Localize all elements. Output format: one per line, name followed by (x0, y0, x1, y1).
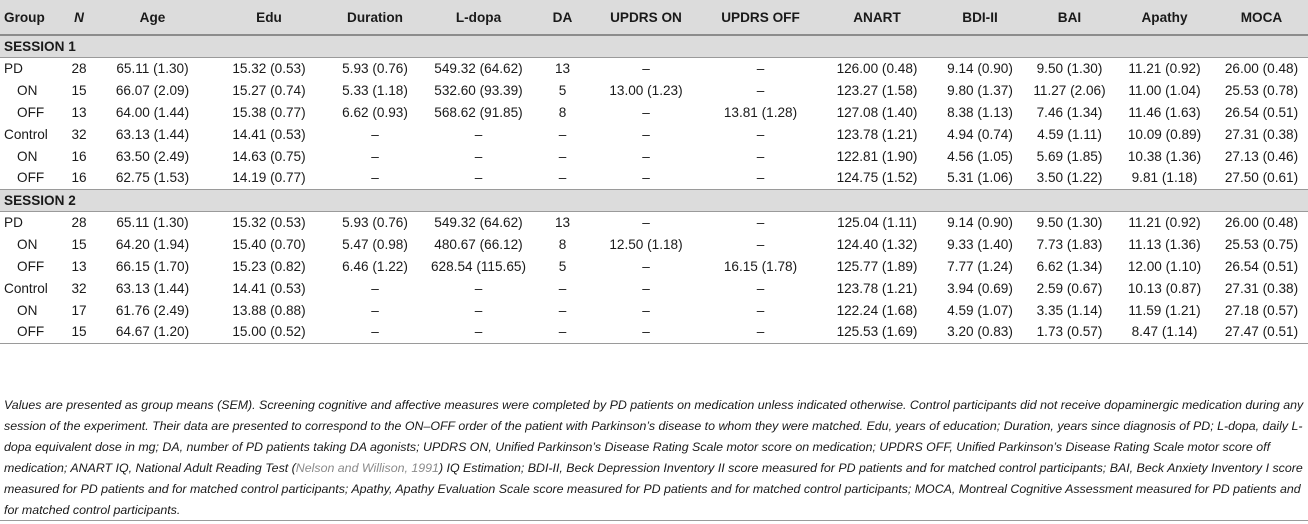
cell-updrs-off: – (702, 321, 819, 343)
cell-bai: 9.50 (1.30) (1036, 214, 1103, 230)
cell-anart: 123.78 (1.21) (836, 126, 918, 142)
cell-anart: 126.00 (0.48) (836, 60, 918, 76)
cell-moca: 27.13 (0.46) (1224, 148, 1299, 164)
cell-duration: – (371, 126, 379, 142)
cell-da: 13 (554, 214, 571, 230)
cell-age: 61.76 (2.49) (115, 302, 190, 318)
cell-ldopa: – (474, 126, 483, 142)
cell-anart: 123.27 (1.58) (836, 82, 918, 98)
cell-age: 62.75 (1.53) (115, 170, 190, 186)
cell-n: 28 (71, 214, 87, 230)
col-header-moca: MOCA (1215, 0, 1308, 35)
cell-ldopa: 549.32 (64.62) (434, 60, 523, 76)
cell-bdi: 4.94 (0.74) (947, 126, 1013, 142)
col-header-bdi: BDI-II (935, 0, 1025, 35)
cell-apathy: 9.81 (1.18) (1131, 170, 1198, 186)
cell-ldopa: – (422, 321, 535, 343)
table-body (0, 35, 1308, 343)
cell-group: ON (17, 148, 38, 164)
cell-n: 13 (71, 258, 87, 274)
cell-updrs-on: – (642, 302, 650, 318)
cell-group: PD (4, 60, 23, 76)
cell-group: ON (17, 236, 38, 252)
cell-updrs-on: – (642, 104, 650, 120)
citation-link[interactable]: Nelson and Willison, 1991 (295, 461, 439, 475)
cell-bdi: 4.59 (1.07) (947, 302, 1013, 318)
cell-updrs-off: – (756, 236, 765, 252)
cell-n: 16 (71, 170, 87, 186)
cell-bai: 3.35 (1.14) (1036, 302, 1103, 318)
cell-ldopa: – (474, 170, 483, 186)
session-label: SESSION 1 (0, 35, 1308, 57)
cell-n: 17 (71, 302, 87, 318)
cell-edu: 14.19 (0.77) (232, 170, 306, 186)
cell-edu: 14.63 (0.75) (232, 148, 306, 164)
cell-edu: 15.00 (0.52) (210, 321, 328, 343)
cell-updrs-on: – (642, 280, 650, 296)
cell-anart: 124.40 (1.32) (836, 236, 918, 252)
cell-da: 8 (558, 104, 567, 120)
cell-da: 13 (554, 60, 571, 76)
cell-updrs-on: 12.50 (1.18) (609, 236, 683, 252)
cell-n: 13 (71, 104, 87, 120)
cell-da: 5 (558, 258, 567, 274)
session-header-row (0, 189, 1308, 211)
cell-anart: 125.04 (1.11) (837, 214, 917, 230)
table-row (0, 57, 1308, 79)
cell-apathy: 11.00 (1.04) (1128, 82, 1201, 98)
cell-ldopa: – (474, 280, 483, 296)
cell-age: 64.20 (1.94) (115, 236, 190, 252)
cell-age: 64.00 (1.44) (115, 104, 190, 120)
cell-group: ON (17, 302, 38, 318)
cell-updrs-on: – (642, 170, 650, 186)
cell-bai: 2.59 (0.67) (1036, 280, 1103, 296)
cell-apathy: 11.21 (0.92) (1128, 214, 1201, 230)
cell-da: – (558, 148, 567, 164)
cell-bdi: 4.56 (1.05) (947, 148, 1013, 164)
cell-ldopa: 480.67 (66.12) (434, 236, 523, 252)
table-row (0, 145, 1308, 167)
table-row (0, 299, 1308, 321)
cell-da: 5 (558, 82, 567, 98)
cell-edu: 15.38 (0.77) (232, 104, 306, 120)
cell-da: 8 (558, 236, 567, 252)
cell-bdi: 5.31 (1.06) (947, 170, 1013, 186)
cell-ldopa: 628.54 (115.65) (431, 258, 526, 274)
table-footnote (4, 395, 1304, 521)
cell-updrs-off: 16.15 (1.78) (723, 258, 798, 274)
cell-n: 32 (71, 126, 87, 142)
cell-edu: 15.32 (0.53) (232, 60, 306, 76)
cell-n: 28 (71, 60, 87, 76)
col-header-age: Age (95, 0, 210, 35)
cell-duration: 6.46 (1.22) (342, 258, 408, 274)
cell-da: – (558, 302, 567, 318)
cell-da: – (535, 321, 590, 343)
cell-anart: 122.81 (1.90) (836, 148, 918, 164)
cell-updrs-off: – (756, 148, 765, 164)
cell-edu: 15.32 (0.53) (232, 214, 306, 230)
table-row (0, 79, 1308, 101)
session-header-row (0, 35, 1308, 57)
cell-updrs-on: 13.00 (1.23) (609, 82, 683, 98)
table-row (0, 277, 1308, 299)
cell-n: 15 (71, 236, 87, 252)
cell-anart: 127.08 (1.40) (836, 104, 918, 120)
cell-apathy: 10.13 (0.87) (1127, 280, 1202, 296)
cell-moca: 26.54 (0.51) (1224, 258, 1299, 274)
cell-bdi: 8.38 (1.13) (947, 104, 1013, 120)
cell-apathy: 11.13 (1.36) (1128, 236, 1201, 252)
cell-n: 15 (71, 82, 87, 98)
session-label: SESSION 2 (0, 189, 1308, 211)
cell-duration: 5.93 (0.76) (342, 214, 408, 230)
cell-duration: – (371, 280, 379, 296)
cell-updrs-on: – (642, 60, 650, 76)
cell-edu: 14.41 (0.53) (232, 126, 306, 142)
cell-group: Control (4, 280, 48, 296)
cell-updrs-on: – (642, 214, 650, 230)
cell-bdi: 9.14 (0.90) (947, 214, 1013, 230)
cell-moca: 27.31 (0.38) (1224, 280, 1299, 296)
cell-ldopa: – (474, 302, 483, 318)
col-header-apathy: Apathy (1114, 0, 1215, 35)
cell-edu: 15.27 (0.74) (232, 82, 306, 98)
cell-edu: 13.88 (0.88) (232, 302, 306, 318)
col-header-da: DA (535, 0, 590, 35)
col-header-ldopa: L-dopa (422, 0, 535, 35)
cell-apathy: 10.09 (0.89) (1127, 126, 1202, 142)
cell-duration: – (371, 170, 379, 186)
cell-edu: 15.40 (0.70) (232, 236, 306, 252)
cell-age: 63.13 (1.44) (115, 126, 190, 142)
col-header-anart: ANART (819, 0, 935, 35)
cell-updrs-on: – (642, 126, 650, 142)
col-header-group: Group (0, 0, 63, 35)
cell-age: 65.11 (1.30) (116, 214, 189, 230)
cell-moca: 26.00 (0.48) (1224, 214, 1299, 230)
cell-updrs-on: – (642, 258, 650, 274)
col-header-updrs-off: UPDRS OFF (702, 0, 819, 35)
bottom-rule (0, 520, 1308, 521)
cell-updrs-off: – (756, 60, 765, 76)
col-header-duration: Duration (328, 0, 422, 35)
cell-anart: 122.24 (1.68) (836, 302, 918, 318)
cell-ldopa: 532.60 (93.39) (434, 82, 523, 98)
cell-n: 16 (71, 148, 87, 164)
cell-bai: 4.59 (1.11) (1037, 126, 1102, 142)
cell-duration: 6.62 (0.93) (342, 104, 408, 120)
cell-age: 66.07 (2.09) (115, 82, 190, 98)
cell-moca: 26.00 (0.48) (1224, 60, 1299, 76)
cell-duration: 5.33 (1.18) (342, 82, 408, 98)
col-header-edu: Edu (210, 0, 328, 35)
cell-apathy: 8.47 (1.14) (1114, 321, 1215, 343)
cell-apathy: 12.00 (1.10) (1127, 258, 1202, 274)
cell-bai: 3.50 (1.22) (1036, 170, 1103, 186)
cell-duration: – (328, 321, 422, 343)
cell-duration: – (371, 148, 379, 164)
footnote-text-continued: ) IQ Estimation; BDI-II, Beck Depression Inventory II score measured for PD patients and for matched control participants; BAI, Beck Anxiety Inventory I score measured for PD patients and for matched control participants; Apathy, Apathy Evaluation Scale score measured for PD patients and for matched control participants; MOCA, Montreal Cognitive Assessment measured for PD patients and for matched control participants. (4, 461, 1303, 517)
cell-apathy: 11.59 (1.21) (1128, 302, 1201, 318)
cell-age: 63.50 (2.49) (115, 148, 190, 164)
cell-updrs-off: – (756, 214, 765, 230)
cell-group: OFF (17, 104, 45, 120)
cell-apathy: 11.21 (0.92) (1128, 60, 1201, 76)
cell-bai: 5.69 (1.85) (1036, 148, 1103, 164)
cell-edu: 15.23 (0.82) (232, 258, 306, 274)
cell-age: 65.11 (1.30) (116, 60, 189, 76)
cell-updrs-off: 13.81 (1.28) (723, 104, 798, 120)
cell-age: 66.15 (1.70) (115, 258, 190, 274)
cell-group: Control (4, 126, 48, 142)
cell-bdi: 9.14 (0.90) (947, 60, 1013, 76)
col-header-n: N (63, 0, 95, 35)
table-row (0, 211, 1308, 233)
cell-bai: 7.46 (1.34) (1036, 104, 1103, 120)
cell-updrs-off: – (756, 280, 765, 296)
cell-duration: 5.93 (0.76) (342, 60, 408, 76)
cell-bdi: 3.94 (0.69) (947, 280, 1013, 296)
cell-bai: 11.27 (2.06) (1033, 82, 1106, 98)
cell-ldopa: 549.32 (64.62) (434, 214, 523, 230)
cell-group: ON (17, 82, 38, 98)
cell-ldopa: 568.62 (91.85) (434, 104, 523, 120)
cell-bdi: 3.20 (0.83) (935, 321, 1025, 343)
cell-group: OFF (17, 170, 45, 186)
cell-moca: 27.50 (0.61) (1224, 170, 1299, 186)
cell-bai: 6.62 (1.34) (1036, 258, 1103, 274)
cell-updrs-off: – (756, 126, 765, 142)
cell-n: 15 (63, 321, 95, 343)
cell-moca: 26.54 (0.51) (1224, 104, 1299, 120)
cell-ldopa: – (474, 148, 483, 164)
cell-updrs-off: – (756, 170, 765, 186)
cell-bdi: 7.77 (1.24) (947, 258, 1013, 274)
cell-updrs-on: – (590, 321, 702, 343)
cell-moca: 27.31 (0.38) (1224, 126, 1299, 142)
cell-updrs-on: – (642, 148, 650, 164)
cell-bai: 9.50 (1.30) (1036, 60, 1103, 76)
cell-anart: 123.78 (1.21) (836, 280, 918, 296)
cell-bai: 1.73 (0.57) (1025, 321, 1114, 343)
cell-group: OFF (0, 321, 63, 343)
cell-anart: 124.75 (1.52) (836, 170, 918, 186)
table-row (0, 123, 1308, 145)
table-row (0, 255, 1308, 277)
cell-moca: 25.53 (0.78) (1224, 82, 1299, 98)
cell-group: OFF (17, 258, 45, 274)
cell-group: PD (4, 214, 23, 230)
cell-bdi: 9.80 (1.37) (947, 82, 1013, 98)
cell-apathy: 10.38 (1.36) (1127, 148, 1202, 164)
cell-moca: 25.53 (0.75) (1224, 236, 1299, 252)
col-header-updrs-on: UPDRS ON (590, 0, 702, 35)
cell-n: 32 (71, 280, 87, 296)
cell-age: 63.13 (1.44) (115, 280, 190, 296)
cell-da: – (558, 126, 567, 142)
cell-apathy: 11.46 (1.63) (1128, 104, 1201, 120)
cell-moca: 27.18 (0.57) (1224, 302, 1299, 318)
cell-duration: 5.47 (0.98) (342, 236, 408, 252)
cell-updrs-off: – (756, 82, 765, 98)
cell-bai: 7.73 (1.83) (1036, 236, 1103, 252)
cell-edu: 14.41 (0.53) (232, 280, 306, 296)
header-row (0, 0, 1308, 35)
table-row (0, 101, 1308, 123)
table-row (0, 321, 1308, 343)
footnote-text: Values are presented as group means (SEM). Screening cognitive and affective measures were completed by PD patients on medication unless indicated otherwise. Control participants did not receive dopaminergic medication during any session of the experiment. Their data are presented to correspond to the ON–OFF order of the patient with Parkinson’s disease to whom they were matched. Edu, years of education; Duration, years since diagnosis of PD; L-dopa, daily L-dopa equivalent dose in mg; DA, number of PD patients taking DA agonists; UPDRS ON, Unified Parkinson’s Disease Rating Scale motor score on medication; UPDRS OFF, Unified Parkinson’s Disease Rating Scale motor score off medication; ANART IQ, National Adult Reading Test ( (4, 398, 1304, 475)
cell-da: – (558, 170, 567, 186)
cell-updrs-off: – (756, 302, 765, 318)
table-row (0, 167, 1308, 189)
cell-anart: 125.77 (1.89) (836, 258, 918, 274)
cell-bdi: 9.33 (1.40) (947, 236, 1013, 252)
cell-duration: – (371, 302, 379, 318)
cell-age: 64.67 (1.20) (95, 321, 210, 343)
cell-da: – (558, 280, 567, 296)
cell-moca: 27.47 (0.51) (1215, 321, 1308, 343)
cell-anart: 125.53 (1.69) (819, 321, 935, 343)
table-row (0, 233, 1308, 255)
col-header-bai: BAI (1025, 0, 1114, 35)
